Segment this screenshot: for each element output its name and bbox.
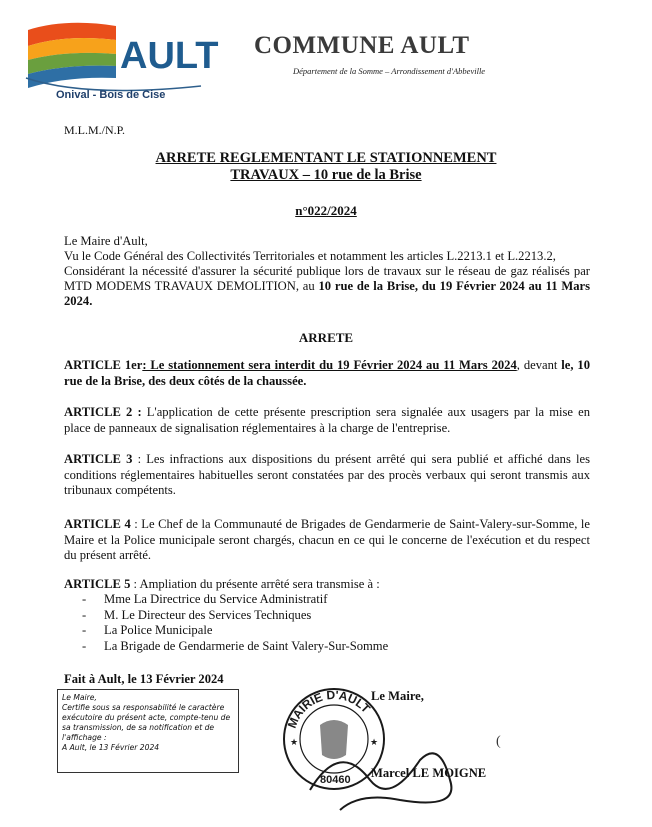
intro-address: 10 rue de la Brise, bbox=[318, 279, 419, 293]
fait-a: Fait à Ault, le 13 Février 2024 bbox=[64, 672, 224, 686]
ault-logo bbox=[26, 16, 219, 102]
article-4-label: ARTICLE 4 bbox=[64, 517, 131, 531]
certif-line-2: Certifie sous sa responsabilité le caractère exécutoire du présent acte, compte-tenu de sa transmission, de sa notification et de l'affichage : bbox=[62, 703, 231, 742]
svg-text:★: ★ bbox=[370, 737, 379, 747]
article-1-label: ARTICLE 1er bbox=[64, 358, 143, 372]
certif-line-1: Le Maire, bbox=[62, 693, 97, 702]
article-5-label: ARTICLE 5 bbox=[64, 577, 131, 591]
logo-tagline: Onival - Bois de Cise bbox=[56, 89, 166, 101]
intro bbox=[64, 234, 590, 309]
intro-line-1: Le Maire d'Ault, bbox=[64, 234, 148, 248]
article-2-label: ARTICLE 2 : bbox=[64, 405, 142, 419]
article-5 bbox=[64, 577, 590, 593]
stamp-top-text: MAIRIE D'AULT bbox=[284, 687, 373, 731]
article-2-text: L'application de cette présente prescription sera signalée aux usagers par la mise en place de panneaux de signalisation réglementaires à la charge de l'entreprise. bbox=[64, 405, 590, 435]
stamp-bottom-text: 80460 bbox=[320, 774, 351, 786]
arrete-number: n°022/2024 bbox=[295, 203, 357, 218]
recipient-item: - M. Le Directeur des Services Techniques bbox=[64, 608, 388, 624]
reference: M.L.M./N.P. bbox=[64, 123, 126, 137]
header-title: COMMUNE AULT bbox=[254, 32, 470, 59]
intro-text: Considérant la nécessité d'assurer la sécurité publique lors de travaux sur le réseau de gaz réalisés par MTD MODEMS TRAVAUX DEMOLITION, au bbox=[64, 264, 590, 293]
recipient-item: - La Police Municipale bbox=[64, 623, 388, 639]
article-4-text: : Le Chef de la Communauté de Brigades de Gendarmerie de Saint-Valery-sur-Somme, le Maire et la Police municipale seront chargés, chacun en ce qui le concerne de l'exécution et du respect du présent arrêté. bbox=[64, 517, 590, 562]
intro-line-3 bbox=[64, 264, 590, 309]
article-3-text: : Les infractions aux dispositions du présent arrêté qui sera publié et affiché dans les conditions réglementaires habituelles seront constatées par des procès verbaux qui seront transmis aux tribunaux compétents. bbox=[64, 452, 591, 497]
title-line-1: ARRETE REGLEMENTANT LE STATIONNEMENT bbox=[155, 150, 497, 166]
certification-box bbox=[57, 689, 239, 773]
article-1 bbox=[64, 358, 590, 389]
recipient-item: - La Brigade de Gendarmerie de Saint Valery-Sur-Somme bbox=[64, 639, 388, 655]
certif-line-3: A Ault, le 13 Février 2024 bbox=[62, 743, 160, 752]
article-5-text: : Ampliation du présente arrêté sera transmise à : bbox=[130, 577, 380, 591]
article-4 bbox=[64, 517, 590, 564]
svg-text:★: ★ bbox=[290, 737, 299, 747]
arrete-heading: ARRETE bbox=[298, 330, 354, 345]
article-3 bbox=[64, 452, 590, 499]
mayor-name: Marcel LE MOIGNE bbox=[371, 766, 487, 780]
title-line-2: TRAVAUX – 10 rue de la Brise bbox=[230, 167, 422, 183]
article-3-label: ARTICLE 3 bbox=[64, 452, 133, 466]
article-1-text: , devant bbox=[516, 358, 558, 372]
article-1-bold2: le, 10 rue de la Brise, des deux côtés de la chaussée. bbox=[64, 358, 590, 388]
intro-line-2: Vu le Code Général des Collectivités Territoriales et notamment les articles L.2213.1 et L.2213.2, bbox=[64, 249, 556, 263]
article-2 bbox=[64, 405, 590, 436]
logo-name: AULT bbox=[120, 35, 219, 77]
pen-mark: ( bbox=[496, 734, 501, 749]
header-subtitle: Département de la Somme – Arrondissement d'Abbeville bbox=[293, 66, 486, 76]
intro-dates: du 19 Février 2024 au 11 Mars 2024. bbox=[64, 279, 590, 308]
article-1-bold: : Le stationnement sera interdit du 19 Février 2024 au 11 Mars 2024 bbox=[142, 358, 517, 372]
signature-label: Le Maire, bbox=[371, 689, 424, 703]
recipients-list bbox=[64, 592, 388, 654]
recipient-item: - Mme La Directrice du Service Administratif bbox=[64, 592, 388, 608]
